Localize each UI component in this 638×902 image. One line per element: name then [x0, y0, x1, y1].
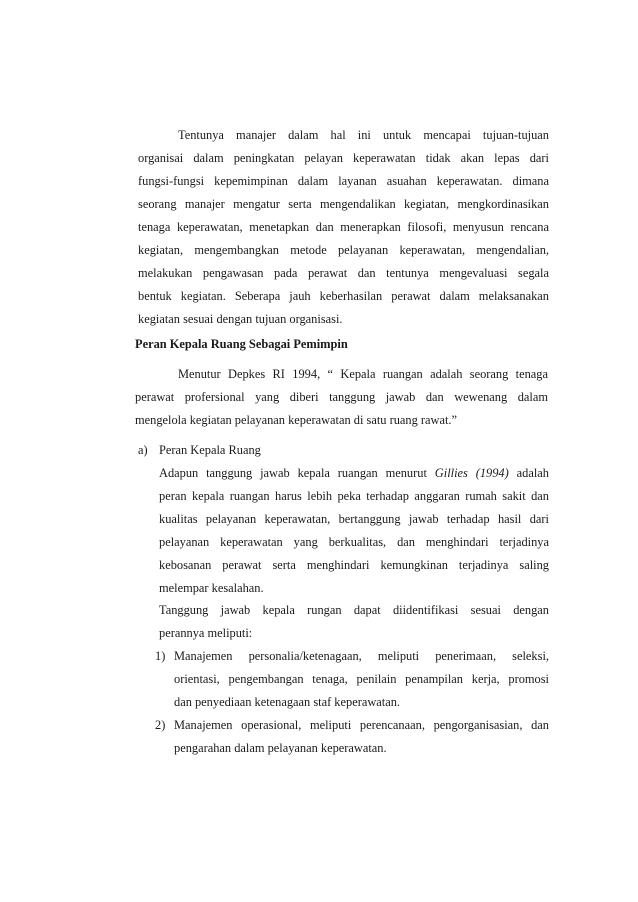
paragraph-line: pelayanan keperawatan yang berkualitas, dan menghindari terjadinya [159, 535, 549, 549]
section-heading: Peran Kepala Ruang Sebagai Pemimpin [135, 337, 348, 351]
paragraph-line: tenaga keperawatan, menetapkan dan menerapkan filosofi, menyusun rencana [138, 220, 549, 234]
paragraph-line: perannya meliputi: [159, 626, 253, 640]
paragraph-line [159, 465, 549, 481]
paragraph-line: peran kepala ruangan harus lebih peka terhadap anggaran rumah sakit dan [159, 489, 549, 503]
paragraph-line: kegiatan, mengembangkan metode pelayanan keperawatan, mengendalian, [138, 243, 549, 257]
paragraph-line: mengelola kegiatan pelayanan keperawatan di satu ruang rawat.” [135, 413, 458, 427]
paragraph-line: kegiatan sesuai dengan tujuan organisasi. [138, 312, 343, 326]
paragraph-line: melempar kesalahan. [159, 581, 264, 595]
list-item-title: Peran Kepala Ruang [159, 443, 261, 457]
paragraph-line: Manajemen personalia/ketenagaan, meliputi penerimaan, seleksi, [174, 649, 549, 663]
paragraph-line: kebosanan perawat serta menghindari kemungkinan terjadinya saling [159, 558, 549, 572]
text-segment: adalah [516, 466, 549, 480]
text-segment: Adapun tanggung jawab kepala ruangan menurut [159, 466, 427, 480]
paragraph-line: perawat profersional yang diberi tanggung jawab dan wewenang dalam [135, 390, 548, 404]
paragraph-line: Manajemen operasional, meliputi perencanaan, pengorganisasian, dan [174, 718, 549, 732]
paragraph-line: melakukan pengawasan pada perawat dan tentunya mengevaluasi segala [138, 266, 549, 280]
list-marker: a) [138, 443, 148, 457]
paragraph-line: pengarahan dalam pelayanan keperawatan. [174, 741, 387, 755]
list-marker: 1) [155, 649, 166, 663]
paragraph-line: dan penyediaan ketenagaan staf keperawatan. [174, 695, 401, 709]
paragraph-line: kualitas pelayanan keperawatan, bertanggung jawab terhadap hasil dari [159, 512, 549, 526]
paragraph-line: orientasi, pengembangan tenaga, penilain penampilan kerja, promosi [174, 672, 549, 686]
paragraph-line: organisai dalam peningkatan pelayan keperawatan tidak akan lepas dari [138, 151, 549, 165]
paragraph-line: Tanggung jawab kepala rungan dapat diidentifikasi sesuai dengan [159, 603, 549, 617]
paragraph-line: seorang manajer mengatur serta mengendalikan kegiatan, mengkordinasikan [138, 197, 549, 211]
paragraph-line: Tentunya manajer dalam hal ini untuk mencapai tujuan-tujuan [178, 128, 549, 142]
list-marker: 2) [155, 718, 166, 732]
paragraph-line: bentuk kegiatan. Seberapa jauh keberhasilan perawat dalam melaksanakan [138, 289, 549, 303]
paragraph-line: fungsi-fungsi kepemimpinan dalam layanan asuahan keperawatan. dimana [138, 174, 549, 188]
paragraph-line: Menutur Depkes RI 1994, “ Kepala ruangan adalah seorang tenaga [178, 367, 548, 381]
citation: Gillies (1994) [434, 466, 509, 480]
